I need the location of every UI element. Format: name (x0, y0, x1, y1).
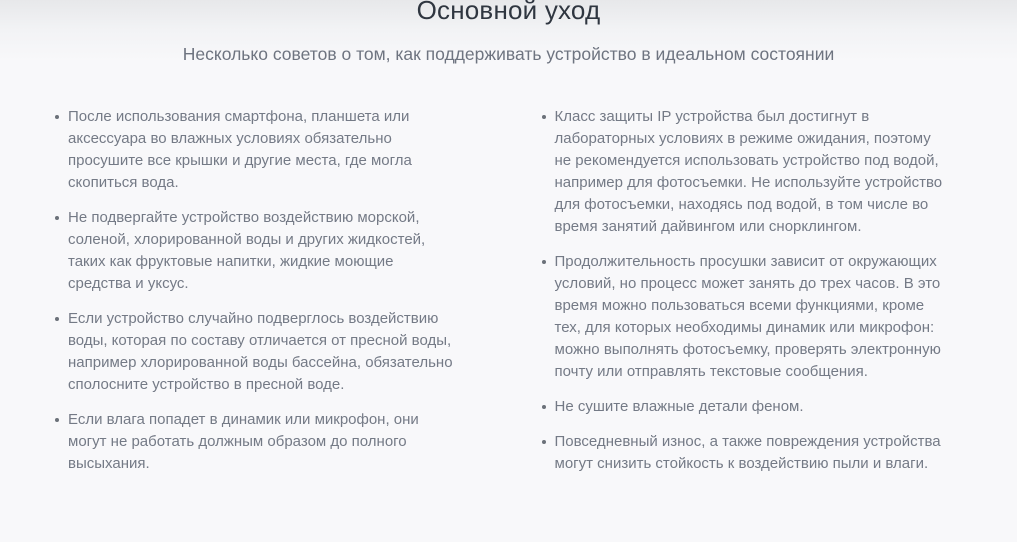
list-item-text: После использования смартфона, планшета или аксессуара во влажных условиях обязательно просушите все крышки и другие места, где могла скопиться вода. (68, 108, 412, 191)
page-subtitle: Несколько советов о том, как поддерживать устройство в идеальном состоянии (182, 44, 835, 64)
list-item-text: Не подвергайте устройство воздействию морской, соленой, хлорированной воды и других жидкостей, таких как фруктовые напитки, жидкие моющие средства и уксус. (68, 209, 426, 292)
list-item-text: Класс защиты IP устройства был достигнут в лабораторных условиях в режиме ожидания, поэтому не рекомендуется использовать устройство под водой, например для фотосъемки. Не используйте устройство для фотосъемки, находясь под водой, в том числе во время занятий дайвингом или снорклингом. (554, 108, 943, 235)
list-item (52, 308, 459, 396)
bullet-icon (542, 115, 546, 119)
list-item (539, 106, 946, 238)
list-item (52, 207, 459, 295)
bullet-icon (542, 260, 546, 264)
bullet-icon (55, 418, 59, 422)
tips-list-right (539, 106, 946, 488)
page-title: Основной уход (416, 0, 601, 25)
list-item (539, 431, 946, 475)
list-item (52, 409, 459, 475)
list-item (539, 251, 946, 383)
tips-list-left (52, 106, 459, 488)
list-item (52, 106, 459, 194)
list-item-text: Если устройство случайно подверглось воздействию воды, которая по составу отличается от пресной воды, например хлорированной воды бассейна, обязательно сполосните устройство в пресной воде. (68, 310, 453, 393)
list-item (539, 396, 946, 418)
list-item-text: Продолжительность просушки зависит от окружающих условий, но процесс может занять до трех часов. В это время можно пользоваться всеми функциями, кроме тех, для которых необходимы динамик или микрофон: можно выполнять фотосъемку, проверять электронную почту или отправлять текстовые сообщения. (554, 253, 941, 380)
bullet-icon (542, 440, 546, 444)
bullet-icon (55, 216, 59, 220)
tips-columns (0, 106, 1017, 488)
list-item-text: Повседневный износ, а также повреждения устройства могут снизить стойкость к воздействию пыли и влаги. (554, 433, 941, 472)
bullet-icon (55, 115, 59, 119)
list-item-text: Если влага попадет в динамик или микрофон, они могут не работать должным образом до полного высыхания. (68, 411, 419, 472)
bullet-icon (55, 317, 59, 321)
bullet-icon (542, 405, 546, 409)
list-item-text: Не сушите влажные детали феном. (554, 398, 804, 415)
